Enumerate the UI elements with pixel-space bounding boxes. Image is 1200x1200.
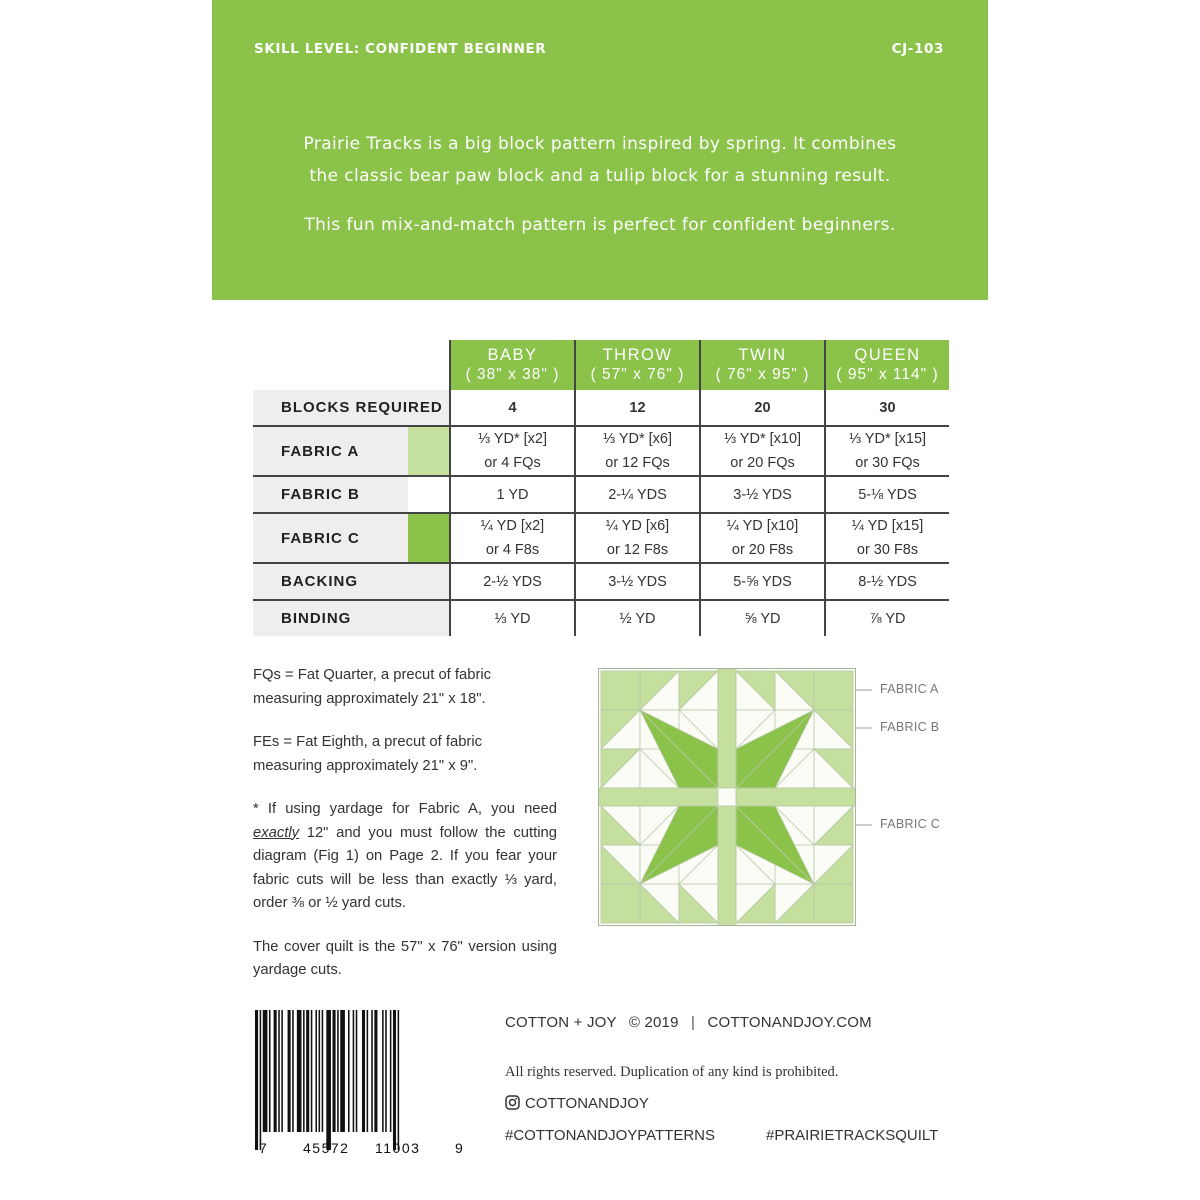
size-header-twin: TWIN ( 76" x 95" ) <box>700 340 825 390</box>
barcode-bar <box>292 1010 294 1132</box>
barcode-bar <box>311 1010 313 1132</box>
fabric-a-label: FABRIC A <box>880 682 939 696</box>
upc-barcode <box>254 1010 464 1164</box>
row-label: BINDING <box>253 600 450 636</box>
barcode-bar <box>278 1010 280 1132</box>
barcode-bar <box>348 1010 350 1132</box>
quilt-patch <box>814 884 853 923</box>
barcode-bar <box>333 1010 336 1132</box>
table-cell: 3-½ YDS <box>700 476 825 513</box>
intro-line: Prairie Tracks is a big block pattern inspired by spring. It combines <box>303 134 897 154</box>
table-cell: 3-½ YDS <box>575 563 700 600</box>
table-cell: ⅓ YD* [x10] or 20 FQs <box>700 426 825 476</box>
row-label: FABRIC C <box>253 513 408 563</box>
cover-note: The cover quilt is the 57" x 76" version using yardage cuts. <box>253 938 557 978</box>
barcode-bar <box>374 1010 377 1132</box>
barcode-bar <box>371 1010 373 1132</box>
table-cell: ⅝ YD <box>700 600 825 636</box>
table-cell: 30 <box>825 390 949 426</box>
table-row-fabric-a <box>253 426 949 476</box>
table-cell: ⅓ YD <box>450 600 575 636</box>
intro-line: This fun mix-and-match pattern is perfect for confident beginners. <box>304 215 896 235</box>
barcode-bar <box>340 1010 345 1132</box>
hashtag-pattern: #PRAIRIETRACKSQUILT <box>766 1127 939 1144</box>
fabric-a-swatch <box>408 426 450 476</box>
barcode-bar <box>362 1010 365 1132</box>
table-cell: 5-⅝ YDS <box>700 563 825 600</box>
quilt-patch <box>601 884 640 923</box>
barcode-bar <box>297 1010 302 1132</box>
barcode-bar <box>322 1010 324 1132</box>
table-cell: 20 <box>700 390 825 426</box>
row-label: FABRIC B <box>253 476 408 513</box>
barcode-bar <box>326 1010 331 1150</box>
table-row-backing <box>253 563 949 600</box>
barcode-bar <box>315 1010 317 1132</box>
barcode-bar <box>319 1010 321 1132</box>
barcode-bar <box>356 1010 358 1132</box>
diagram-leader-lines <box>856 668 946 926</box>
table-cell: ⅓ YD* [x2] or 4 FQs <box>450 426 575 476</box>
instagram-handle: COTTONANDJOY <box>505 1095 649 1112</box>
barcode-bar <box>269 1010 271 1132</box>
brand-name: COTTON + JOY <box>505 1014 617 1031</box>
size-header-baby: BABY ( 38" x 38" ) <box>450 340 575 390</box>
table-cell: 2-¼ YDS <box>575 476 700 513</box>
quilt-patch <box>718 788 736 806</box>
quilt-patch <box>814 671 853 710</box>
barcode-bar <box>288 1010 291 1132</box>
barcode-bar <box>385 1010 387 1132</box>
barcode-bar <box>367 1010 369 1132</box>
table-cell: ¼ YD [x15] or 30 F8s <box>825 513 949 563</box>
table-cell: 1 YD <box>450 476 575 513</box>
barcode-bars <box>254 1010 464 1160</box>
table-cell: ¼ YD [x10] or 20 F8s <box>700 513 825 563</box>
barcode-bar <box>393 1010 396 1150</box>
table-cell: ¼ YD [x2] or 4 F8s <box>450 513 575 563</box>
fq-note: FQs = Fat Quarter, a precut of fabric measuring approximately 21" x 18". <box>253 667 492 707</box>
size-header-row <box>253 340 949 390</box>
size-header-throw: THROW ( 57" x 76" ) <box>575 340 700 390</box>
barcode-bar <box>263 1010 268 1132</box>
barcode-bar <box>260 1010 262 1150</box>
table-cell: 4 <box>450 390 575 426</box>
row-label: BLOCKS REQUIRED <box>253 390 450 426</box>
barcode-digit-group: 11003 <box>375 1140 421 1156</box>
instagram-icon <box>505 1095 520 1110</box>
row-label: BACKING <box>253 563 450 600</box>
table-cell: 8-½ YDS <box>825 563 949 600</box>
intro-line: the classic bear paw block and a tulip block for a stunning result. <box>309 166 891 186</box>
barcode-bar <box>306 1010 309 1132</box>
hashtag-brand: #COTTONANDJOYPATTERNS <box>505 1127 716 1144</box>
barcode-bar <box>390 1010 392 1132</box>
copyright-line <box>505 1014 872 1031</box>
table-cell: ½ YD <box>575 600 700 636</box>
row-label: FABRIC A <box>253 426 408 476</box>
quilt-block-diagram <box>598 668 856 930</box>
fabric-requirements-table <box>253 340 949 636</box>
rights-notice: All rights reserved. Duplication of any kind is prohibited. <box>505 1064 839 1080</box>
barcode-bar <box>398 1010 400 1150</box>
block-diagram-svg <box>598 668 856 926</box>
fabric-b-swatch <box>408 476 450 513</box>
intro-text <box>212 128 988 258</box>
table-cell: 5-⅛ YDS <box>825 476 949 513</box>
size-header-queen: QUEEN ( 95" x 114" ) <box>825 340 949 390</box>
pattern-notes <box>253 664 557 1003</box>
table-row-fabric-b <box>253 476 949 513</box>
barcode-bar <box>353 1010 355 1132</box>
barcode-bar <box>337 1010 339 1132</box>
table-row-binding <box>253 600 949 636</box>
quilt-patch <box>601 671 640 710</box>
table-row-fabric-c <box>253 513 949 563</box>
table-row-blocks <box>253 390 949 426</box>
barcode-bar <box>281 1010 283 1132</box>
barcode-bar <box>303 1010 305 1132</box>
yardage-note: * If using yardage for Fabric A, you need exactly 12" and you must follow the cutting diagram (Fig 1) on Page 2. If you fear your fabric cuts will be less than exactly ⅓ yard, order ⅜ or ½ yard cuts. <box>253 801 557 911</box>
barcode-bar <box>382 1010 384 1132</box>
fabric-b-label: FABRIC B <box>880 720 940 734</box>
table-cell: 2-½ YDS <box>450 563 575 600</box>
header-banner <box>212 0 988 300</box>
barcode-bar <box>274 1010 277 1132</box>
table-cell: ⅞ YD <box>825 600 949 636</box>
skill-level: SKILL LEVEL: CONFIDENT BEGINNER <box>254 41 547 57</box>
barcode-bar <box>255 1010 258 1150</box>
website: COTTONANDJOY.COM <box>707 1014 872 1031</box>
emphasis-exactly: exactly <box>253 824 300 841</box>
fe-note: FEs = Fat Eighth, a precut of fabric measuring approximately 21" x 9". <box>253 734 483 774</box>
fabric-c-swatch <box>408 513 450 563</box>
barcode-digit: 7 <box>259 1140 267 1156</box>
separator: | <box>691 1014 696 1031</box>
table-cell: ⅓ YD* [x15] or 30 FQs <box>825 426 949 476</box>
table-cell: 12 <box>575 390 700 426</box>
fabric-c-label: FABRIC C <box>880 817 941 831</box>
table-cell: ¼ YD [x6] or 12 F8s <box>575 513 700 563</box>
copyright-year: © 2019 <box>628 1014 679 1031</box>
barcode-digit-group: 45572 <box>303 1140 350 1156</box>
barcode-digit: 9 <box>455 1140 463 1156</box>
pattern-code: CJ-103 <box>891 41 944 57</box>
pattern-back-cover <box>212 0 988 1200</box>
table-cell: ⅓ YD* [x6] or 12 FQs <box>575 426 700 476</box>
